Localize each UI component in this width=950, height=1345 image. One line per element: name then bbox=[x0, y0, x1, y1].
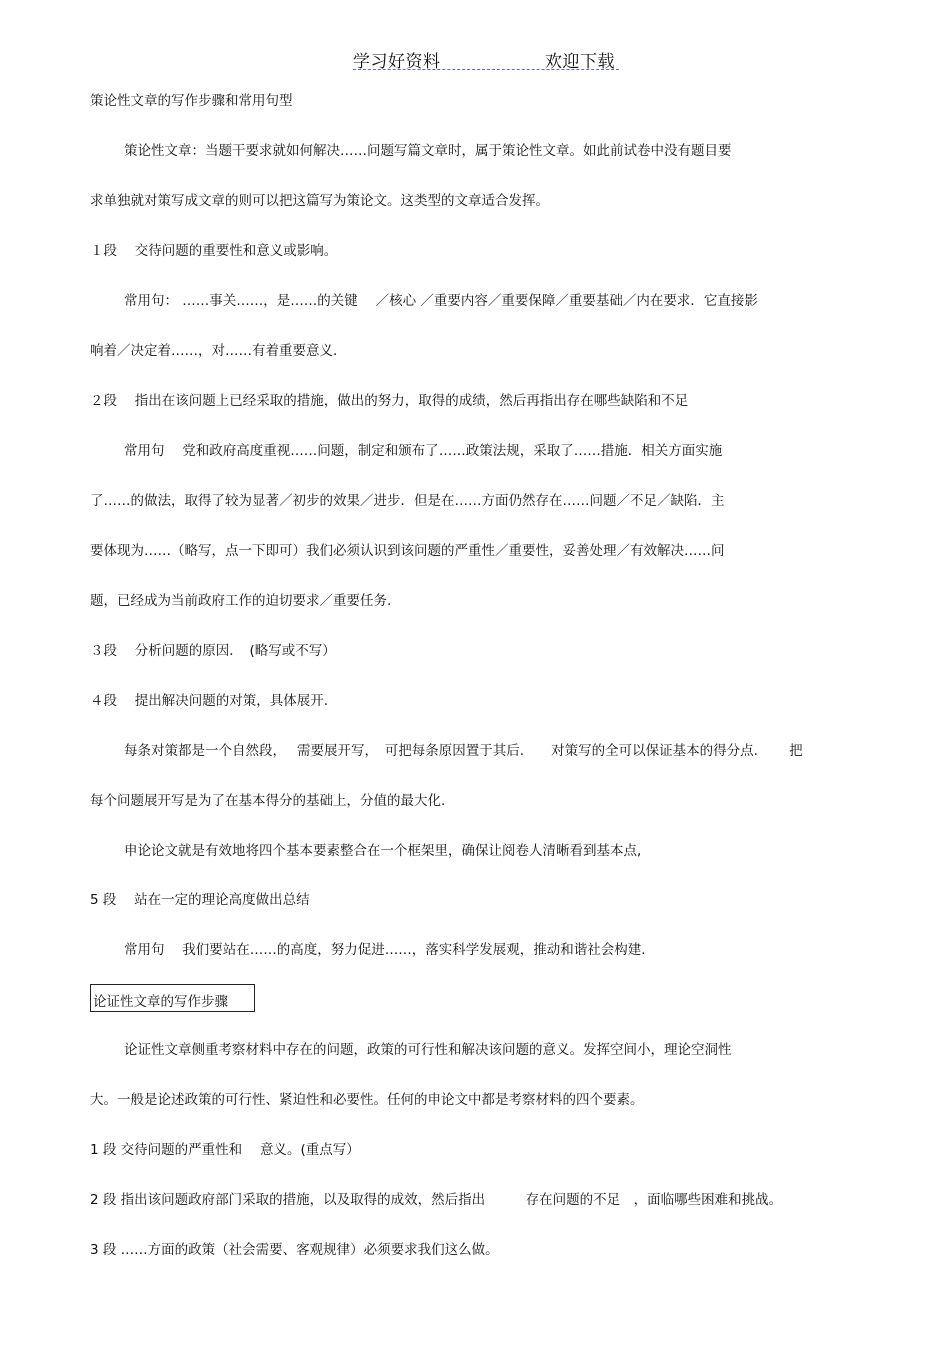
section-heading: ４段 提出解决问题的对策，具体展开. bbox=[90, 693, 329, 709]
paragraph-line: 题，已经成为当前政府工作的迫切要求／重要任务. bbox=[90, 593, 392, 609]
paragraph-line: 每条对策都是一个自然段， 需要展开写， 可把每条原因置于其后. 对策写的全可以保证基本的得分点. 把 bbox=[124, 743, 803, 759]
paragraph-line: 大。一般是论述政策的可行性、紧迫性和必要性。任何的申论文中都是考察材料的四个要素。 bbox=[90, 1092, 644, 1108]
paragraph-line: 了……的做法，取得了较为显著／初步的效果／进步．但是在……方面仍然存在……问题／不足／缺陷．主 bbox=[90, 493, 725, 509]
paragraph-line: 申论论文就是有效地将四个基本要素整合在一个框架里，确保让阅卷人清晰看到基本点, bbox=[124, 843, 642, 859]
section-heading: ３段 分析问题的原因． (略写或不写） bbox=[90, 643, 336, 659]
paragraph-line: 求单独就对策写成文章的则可以把这篇写为策论文。这类型的文章适合发挥。 bbox=[90, 193, 549, 209]
paragraph-line: 策论性文章：当题干要求就如何解决……问题写篇文章时，属于策论性文章。如此前试卷中没有题目要 bbox=[124, 143, 732, 159]
section-heading: ２段 指出在该问题上已经采取的措施，做出的努力，取得的成绩，然后再指出存在哪些缺陷和不足 bbox=[90, 393, 689, 409]
paragraph-line: 常用句： ……事关……，是……的关键 ／核心 ／重要内容／重要保障／重要基础／内在要求．它直接影 bbox=[124, 293, 758, 309]
section-heading: 1 段 交待问题的严重性和 意义。(重点写） bbox=[90, 1142, 360, 1158]
section-heading: 5 段 站在一定的理论高度做出总结 bbox=[90, 892, 310, 908]
paragraph-line: 常用句 我们要站在……的高度，努力促进……，落实科学发展观，推动和谐社会构建. bbox=[124, 942, 646, 958]
section-heading: １段 交待问题的重要性和意义或影响。 bbox=[90, 243, 338, 259]
paragraph-line: 响着／决定着……，对……有着重要意义. bbox=[90, 343, 338, 359]
section-heading: 3 段 ……方面的政策（社会需要、客观规律）必须要求我们这么做。 bbox=[90, 1242, 499, 1258]
header-left-text: 学习好资料 bbox=[353, 52, 441, 72]
section-heading: 2 段 指出该问题政府部门采取的措施，以及取得的成效，然后指出 存在问题的不足 ，面临哪些困难和挑战。 bbox=[90, 1192, 783, 1208]
paragraph-line: 每个问题展开写是为了在基本得分的基础上，分值的最大化. bbox=[90, 793, 446, 809]
paragraph-line: 常用句 党和政府高度重视……问题，制定和颁布了……政策法规，采取了……措施．相关方面实施 bbox=[124, 443, 723, 459]
page-header bbox=[0, 47, 950, 73]
paragraph-line: 论证性文章侧重考察材料中存在的问题，政策的可行性和解决该问题的意义。发挥空间小，理论空洞性 bbox=[124, 1042, 732, 1058]
header-right-text: 欢迎下载 bbox=[545, 52, 615, 72]
boxed-section-title bbox=[90, 984, 255, 1012]
boxed-section-title-text: 论证性文章的写作步骤 bbox=[93, 994, 228, 1010]
paragraph-line: 要体现为……（略写，点一下即可）我们必须认识到该问题的严重性／重要性，妥善处理／有效解决……问 bbox=[90, 543, 725, 559]
document-title: 策论性文章的写作步骤和常用句型 bbox=[90, 93, 293, 109]
header-dashed-underline bbox=[353, 69, 619, 70]
